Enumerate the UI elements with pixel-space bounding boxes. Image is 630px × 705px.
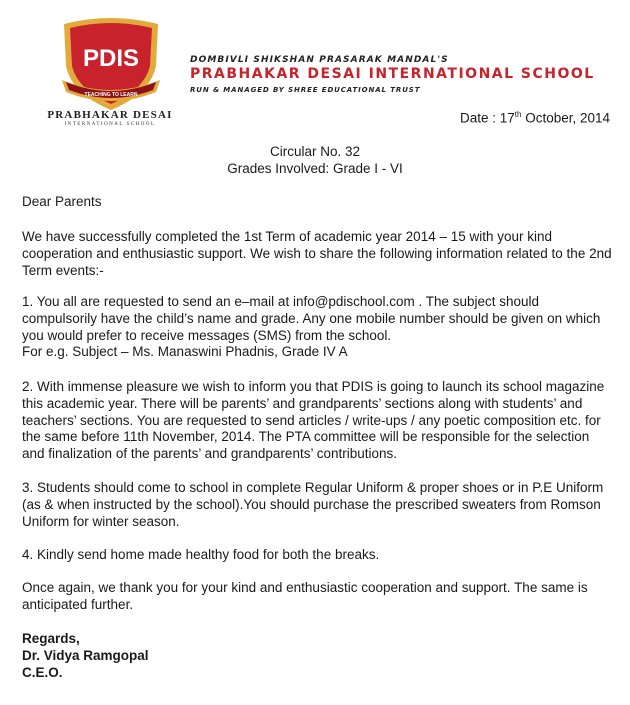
signature-name: Dr. Vidya Ramgopal	[22, 647, 149, 663]
date-suffix: th	[514, 110, 522, 119]
point-3-paragraph: 3. Students should come to school in complete Regular Uniform & proper shoes or in P.E Uniform (as & when instructed by the school).You should purchase the prescribed sweaters from Romson Uniform for winter season.	[22, 480, 604, 529]
date-prefix: Date : 17	[459, 110, 515, 126]
signature-closing: Regards,	[22, 631, 80, 646]
signature-block	[22, 631, 614, 681]
greeting: Dear Parents	[22, 194, 102, 209]
managed-by-line: RUN & MANAGED BY SHREE EDUCATIONAL TRUST	[190, 86, 421, 94]
trust-line: DOMBIVLI SHIKSHAN PRASARAK MANDAL'S	[190, 55, 449, 65]
circular-number: Circular No. 32	[269, 144, 361, 159]
point-4-paragraph: 4. Kindly send home made healthy food for both the breaks.	[22, 547, 380, 562]
signature-title: C.E.O.	[22, 664, 63, 680]
point-1-example: For e.g. Subject – Ms. Manaswini Phadnis, Grade IV A	[22, 344, 348, 360]
point-2-paragraph: 2. With immense pleasure we wish to inform you that PDIS is going to launch its school magazine this academic year. There will be parents’ and grandparents’ sections along with students’ and teachers’ sections. You are requested to send articles / write-ups / any poetic composition etc. for the same before 11th November, 2014. The PTA committee will be responsible for the selection and finalization of the parents’ and grandparents’ contributions.	[22, 379, 605, 462]
logo-caption-name: PRABHAKAR DESAI	[47, 109, 173, 121]
logo-ribbon-text: TEACHING TO LEARN	[84, 92, 138, 98]
logo-caption-sub: INTERNATIONAL SCHOOL	[64, 122, 156, 127]
grades-involved: Grades Involved: Grade I - VI	[227, 161, 403, 176]
date-rest: October, 2014	[521, 110, 610, 126]
intro-paragraph: We have successfully completed the 1st Term of academic year 2014 – 15 with your kind cooperation and enthusiastic support. We wish to share the following information related to the 2nd Term events:-	[22, 229, 612, 278]
school-name: PRABHAKAR DESAI INTERNATIONAL SCHOOL	[190, 66, 595, 82]
logo-text: PDIS	[82, 45, 140, 72]
circular-date	[460, 110, 610, 126]
point-1-text: 1. You all are requested to send an e–mail at info@pdischool.com . The subject should compulsorily have the child’s name and grade. Any one mobile number should be given on which you would prefer to receive messages (SMS) from the school.	[22, 294, 601, 343]
school-logo	[56, 14, 166, 114]
point-1-paragraph	[22, 294, 614, 361]
closing-paragraph: Once again, we thank you for your kind and enthusiastic cooperation and support. The same is anticipated further.	[22, 580, 588, 612]
logo-caption	[30, 109, 190, 127]
